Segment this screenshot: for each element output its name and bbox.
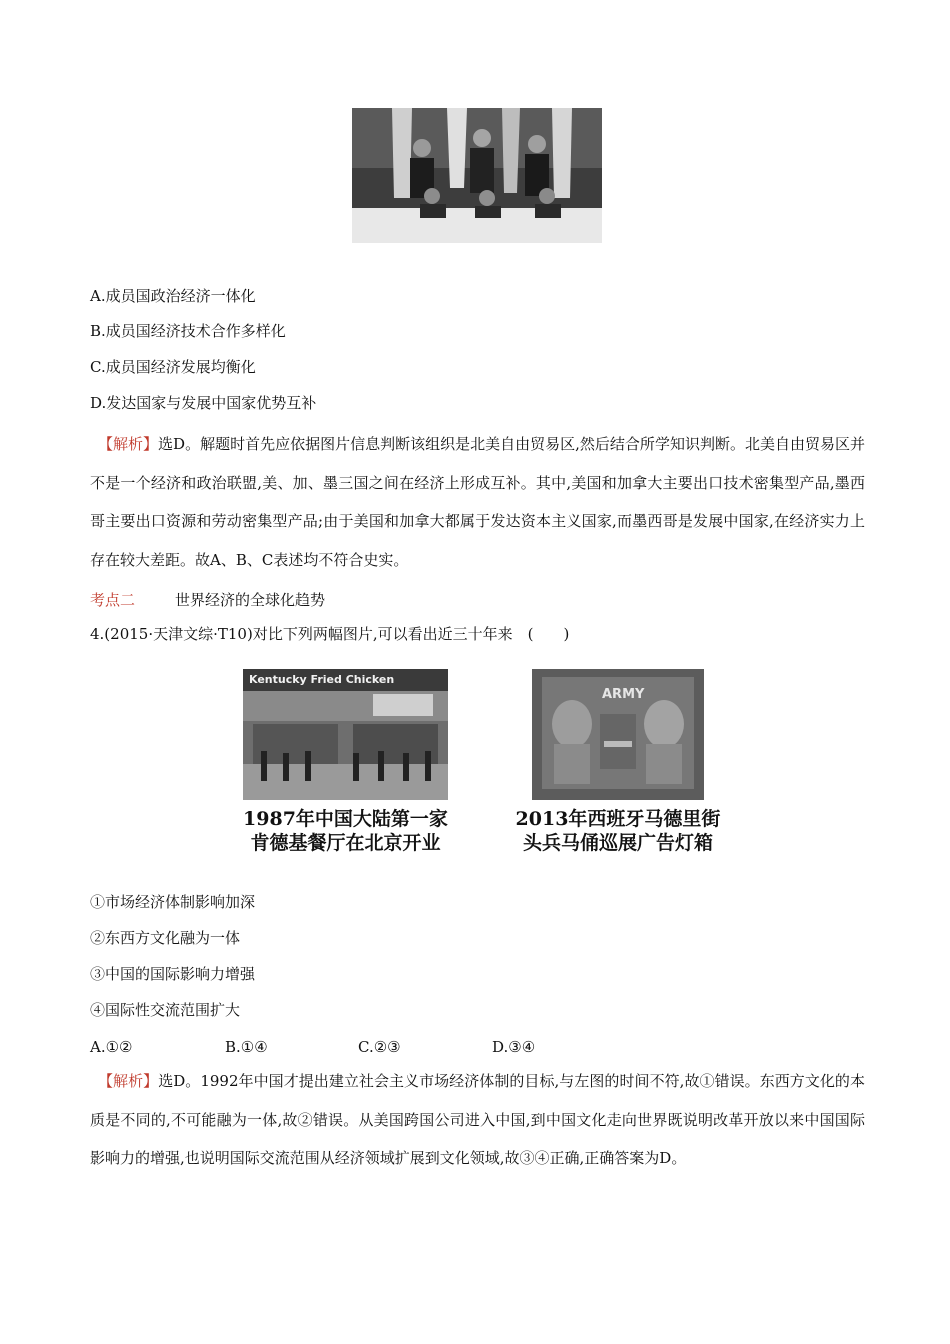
kfc-opening-illustration [243,669,448,800]
signing-ceremony-illustration [352,108,602,243]
kfc-opening-photo [243,669,448,800]
right-caption-line1: 2013年西班牙马德里街 [515,808,721,830]
statement-2: ②东西方文化融为一体 [90,929,241,947]
left-caption-line2: 肯德基餐厅在北京开业 [250,832,441,854]
right-caption-line2: 头兵马俑巡展广告灯箱 [522,832,713,854]
q4-stem: 4.(2015·天津文综·T10)对比下列两幅图片,可以看出近三十年来 ( ) [90,625,570,643]
kfc-sign: Kentucky Fried Chicken [249,673,395,686]
signing-ceremony-photo [352,108,602,243]
terracotta-ad-photo [532,669,704,800]
choice-b: B.①④ [225,1038,268,1056]
section-title: 世界经济的全球化趋势 [175,591,326,609]
section-label: 考点二 [90,591,136,609]
option-d: D.发达国家与发展中国家优势互补 [90,394,317,412]
statement-3: ③中国的国际影响力增强 [90,965,256,983]
analysis-text: 选D。1992年中国才提出建立社会主义市场经济体制的目标,与左图的时间不符,故①错误。东西方文化的本质是不同的,不可能融为一体,故②错误。从美国跨国公司进入中国,到中国文化走向世界既说明改革开放以来中国国际影响力的增强,也说明国际交流范围从经济领域扩展到文化领域,故③④正确,正确答案为D。 [90,1072,865,1167]
q4-analysis: 【解析】选D。1992年中国才提出建立社会主义市场经济体制的目标,与左图的时间不符,故①错误。东西方文化的本质是不同的,不可能融为一体,故②错误。从美国跨国公司进入中国,到中国文化走向世界既说明改革开放以来中国国际影响力的增强,也说明国际交流范围从经济领域扩展到文化领域,故③④正确,正确答案为D。 [90,1072,865,1167]
option-c: C.成员国经济发展均衡化 [90,358,256,376]
choice-a: A.①② [90,1038,133,1056]
q3-analysis: 【解析】选D。解题时首先应依据图片信息判断该组织是北美自由贸易区,然后结合所学知识判断。北美自由贸易区并不是一个经济和政治联盟,美、加、墨三国之间在经济上形成互补。其中,美国和加拿大主要出口技术密集型产品,墨西哥主要出口资源和劳动密集型产品;由于美国和加拿大都属于发达资本主义国家,而墨西哥是发展中国家,在经济实力上存在较大差距。故A、B、C表述均不符合史实。 [90,435,865,569]
analysis-tag: 解析 [113,435,144,453]
analysis-text: 选D。解题时首先应依据图片信息判断该组织是北美自由贸易区,然后结合所学知识判断。北美自由贸易区并不是一个经济和政治联盟,美、加、墨三国之间在经济上形成互补。其中,美国和加拿大主要出口技术密集型产品,墨西哥主要出口资源和劳动密集型产品;由于美国和加拿大都属于发达资本主义国家,而墨西哥是发展中国家,在经济实力上存在较大差距。故A、B、C表述均不符合史实。 [90,435,865,569]
army-sign: ARMY [602,687,645,702]
analysis-tag: 解析 [113,1072,144,1090]
option-b: B.成员国经济技术合作多样化 [90,322,286,340]
option-a: A.成员国政治经济一体化 [90,287,256,305]
statement-1: ①市场经济体制影响加深 [90,893,256,911]
choice-c: C.②③ [358,1038,401,1056]
choice-d: D.③④ [492,1038,536,1056]
statement-4: ④国际性交流范围扩大 [90,1001,241,1019]
left-caption-line1: 1987年中国大陆第一家 [243,808,448,830]
